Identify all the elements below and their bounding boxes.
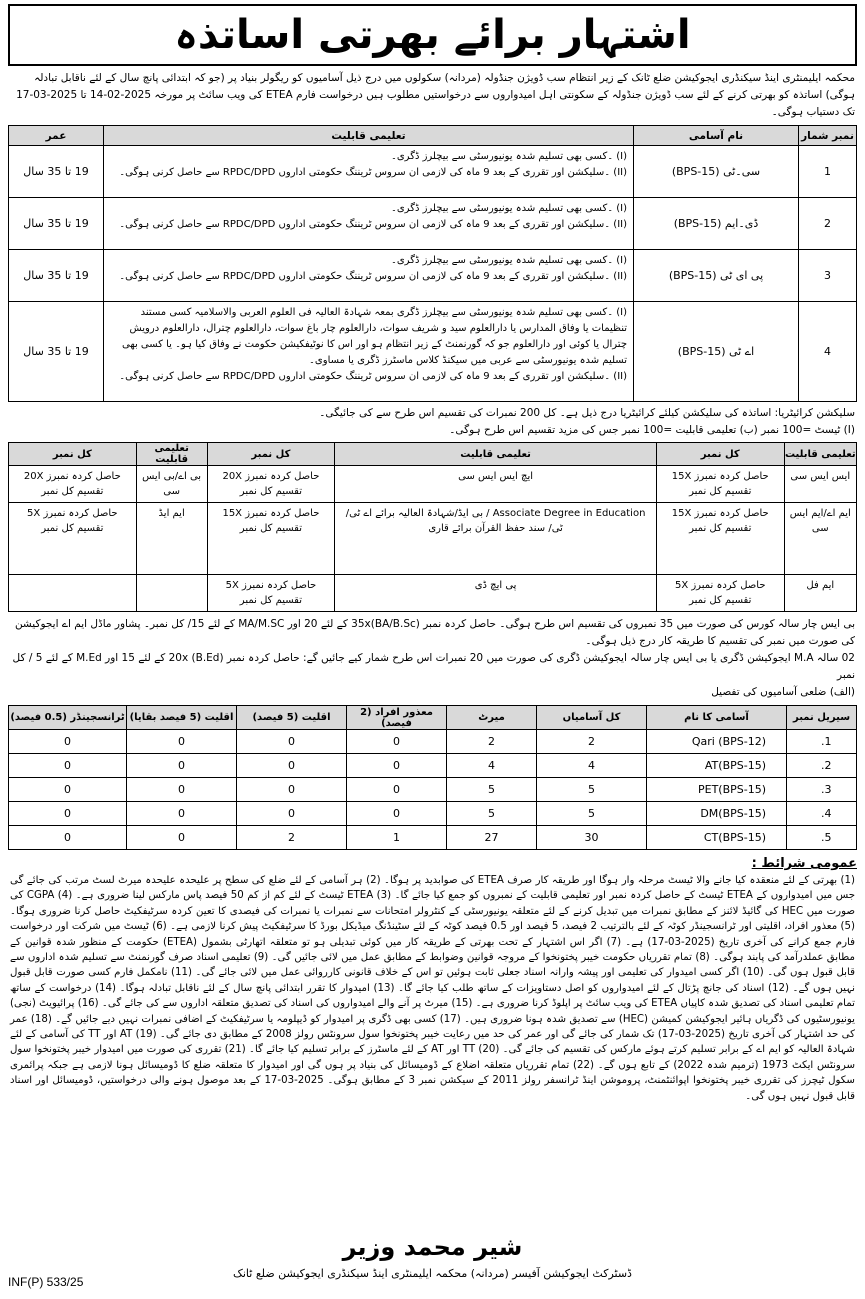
posts-cell: 0 <box>347 730 447 754</box>
header-serial: نمبر شمار <box>799 126 857 146</box>
general-conditions-text: (1) بھرتی کے لئے منعقدہ کیا جانے والا ٹیسٹ مرحلہ وار ہوگا اور طریقہ کار صرف ETEA کی صوابدید پر ہوگا۔ (2) ہر آسامی کے لئے ضلع کی سطح پر علیحدہ علیحدہ میرٹ لسٹ مرتب کی جائے گی جس میں امیدواروں کے ETEA ٹیسٹ کے حاصل کردہ نمبر اور تعلیمی قابلیت کے نمبروں کو جمع کیا جائے گا۔ (3) ETEA ٹیسٹ کے لئے کم از کم 50 فیصد پاس مارکس لینا ضروری ہے۔ (4) CGPA کی صورت میں HEC کی گائیڈ لائنز کے مطابق نمبرات میں تبدیل کرنے کے لئے متعلقہ یونیورسٹی کے کنٹرولر امتحانات سے نمبرات یا نمبرات کی فیصدی کا تعین کردہ سرٹیفکیٹ حاصل کرنا ضروری ہوگا۔ (5) معذور افراد، اقلیتی اور ٹرانسجینڈر کوٹہ کے لئے بالترتیب 2 فیصد، 5 فیصد اور 0.5 فیصد کوٹہ کے لئے سٹینڈنگ میڈیکل بورڈ کا سرٹیفکیٹ پیش کرنا لازمی ہے۔ (6) ٹیسٹ میں شرکت اور درخواست فارم جمع کرانے کی آخری تاریخ (2025-03-17) ہے۔ (7) اگر اس اشتہار کے تحت بھرتی کے طریقہ کار میں کوئی تبدیلی ہو تو متعلقہ اتھارٹی بشمول (ETEA) حکومت کے منظور شدہ قوانین کے مطابق عملدرآمد کی پابند ہوگی۔ (8) تمام تقرریاں حکومت خیبر پختونخوا کے مروجہ قوانین وضوابط کے مطابق عمل میں لائی جائیں گی۔ (9) تعلیمی اسناد صرف گورنمنٹ سے تسلیم شدہ اداروں سے قابل قبول ہوں گی۔ (10) اگر کسی امیدوار کی تعلیمی اور پیشہ وارانہ اسناد جعلی ثابت ہوئیں تو اس کے خلاف قانونی کارروائی عمل میں لائی جائے گی۔ (11) نامکمل فارم کسی صورت قابل قبول نہیں ہوں گے۔ (12) اسناد کی جانچ پڑتال کے لئے امیدواروں کو اصل دستاویزات کے ساتھ طلب کیا جائے گا۔ (13) امیدوار کا تقرر ابتدائی پانچ سال کے لئے ناقابل تبادلہ ہوگا۔ (14) درخواست کے ساتھ تمام تعلیمی اسناد کی تصدیق شدہ کاپیاں ETEA کی ویب سائٹ پر اپلوڈ کرنا ضروری ہے۔ (15) میرٹ پر آنے والے امیدواروں کی اسناد کی تصدیق متعلقہ اداروں سے کی جائے گی۔ (16) پرائیویٹ (نجی) یونیورسٹیوں کی ڈگریاں ہائیر ایجوکیشن کمیشن (HEC) سے تصدیق شدہ ہونا ضروری ہیں۔ (17) کسی بھی ڈگری پر امیدوار کو ڈیپلومہ یا سرٹیفکیٹ کے اضافی نمبرات نہیں دیے جائیں گے۔ (18) عمر کی حد اشتہار کی آخری تاریخ (2025-03-17) تک شمار کی جائے گی اور عمر کی حد میں رعایت خیبر پختونخوا سول سرونٹس رولز 2008 کے مطابق دی جائے گی۔ (19) AT اور TT کی آسامی کے لئے شہادۃ العالیہ کو ایم اے کے برابر تسلیم کرتے ہوئے مارکس کی تقسیم کی جائے گی۔ (20) TT اور AT کے لئے ماسٹرز کے برابر تسلیم کیا جائے گا۔ (21) تقرری کی صورت میں امیدوار خیبر پختونخوا سول سرونٹس ایکٹ 1973 (ترمیم شدہ 2022) کے تابع ہوں گے۔ (22) تمام تقرریاں متعلقہ اضلاع کے ڈومیسائل کی بنیاد پر ہوں گی اور امیدوار کا متعلقہ ضلع کا ڈومیسائل ہونا لازمی ہے جبکہ پرائمری سکول ٹیچرز کی تقرری خیبر پختونخوا اپوائنٹمنٹ، پروموشن اینڈ ٹرانسفر رولز 2011 کے سیکشن نمبر 3 کے مطابق ہوگی۔ 2025-03-17 کے بعد موصول ہونے والی درخواستیں، ڈومیسائل اور اسناد قابل قبول نہیں ہوں گی۔ <box>10 875 856 1102</box>
posts-cell: 2 <box>447 730 537 754</box>
qualification-item: (I) ۔کسی بھی تسلیم شدہ یونیورسٹی سے بیچلرز ڈگری بمعہ شہادۃ العالیہ فی العلوم العربی والاسلامیہ کسی مستند تنظیمات یا وفاق المدارس یا دارالعلوم سید و شریف سوات، دارالعلوم چار باغ سوات، دارالعلوم چترال، دارالعلوم درویش چترال یا کوئی اور دارالعلوم جو کہ گورنمنٹ کے زیر انتظام ہو اور اس کا نوٹیفکیشن حکومت نے وفاق کیا ہو۔ یا کسی بھی تسلیم شدہ یونیورسٹی سے عربی میں سیکنڈ کلاس ماسٹرز ڈگری یا مساوی۔ <box>122 307 627 366</box>
posts-cell: 0 <box>9 754 127 778</box>
posts-header: اقلیت (5 فیصد) <box>237 706 347 730</box>
posts-cell: 3. <box>787 778 857 802</box>
marks-header: کل نمبر <box>9 443 137 466</box>
marks-cell: حاصل کردہ نمبرز 5X تقسیم کل نمبر <box>9 503 137 575</box>
posts-row <box>9 778 857 802</box>
posts-cell: 0 <box>347 778 447 802</box>
posts-header: سیریل نمبر <box>787 706 857 730</box>
qualification-item: (I) ۔کسی بھی تسلیم شدہ یونیورسٹی سے بیچلرز ڈگری۔ <box>390 203 627 214</box>
marks-cell: بی اے/بی ایس سی <box>136 466 207 503</box>
posts-cell: 4. <box>787 802 857 826</box>
row-qualification <box>104 250 634 302</box>
posts-cell: 0 <box>237 802 347 826</box>
marks-cell: ایم ایڈ <box>136 503 207 575</box>
posts-cell: 1 <box>347 826 447 850</box>
marks-cell: حاصل کردہ نمبرز 15X تقسیم کل نمبر <box>656 466 784 503</box>
posts-header: ٹرانسجینڈر (0.5 فیصد) <box>9 706 127 730</box>
marks-cell: پی ایچ ڈی <box>335 575 657 612</box>
header-age: عمر <box>9 126 104 146</box>
posts-cell: 1. <box>787 730 857 754</box>
note-line: (الف) ضلعی آسامیوں کی تفصیل <box>711 686 855 698</box>
marks-cell: ایس ایس سی <box>784 466 856 503</box>
selection-criteria <box>8 402 857 442</box>
criteria-line: سلیکشن کرائیٹریا: اساتذہ کی سلیکشن کیلئے کرائیٹریا درج ذیل ہے۔ کل 200 نمبرات کی تقسیم اس طرح سے کی جائیگی۔ <box>319 407 855 419</box>
posts-row <box>9 754 857 778</box>
marks-row <box>9 575 857 612</box>
posts-header-row <box>9 706 857 730</box>
posts-cell: 0 <box>347 802 447 826</box>
row-serial: 3 <box>799 250 857 302</box>
posts-cell: 0 <box>127 826 237 850</box>
row-age: 19 تا 35 سال <box>9 198 104 250</box>
header-post: نام آسامی <box>634 126 799 146</box>
marks-cell <box>136 575 207 612</box>
marks-header: تعلیمی قابلیت <box>136 443 207 466</box>
posts-cell: 5 <box>537 778 647 802</box>
marks-cell: حاصل کردہ نمبرز 15X تقسیم کل نمبر <box>207 503 335 575</box>
row-age: 19 تا 35 سال <box>9 302 104 402</box>
posts-header: آسامی کا نام <box>647 706 787 730</box>
marks-cell: حاصل کردہ نمبرز 5X تقسیم کل نمبر <box>656 575 784 612</box>
marks-cell: ایم فل <box>784 575 856 612</box>
criteria-line: (I) ٹیسٹ =100 نمبر (ب) تعلیمی قابلیت =100 نمبر جس کی مزید تقسیم اس طرح ہوگی۔ <box>449 424 855 436</box>
posts-cell: 0 <box>347 754 447 778</box>
posts-row <box>9 802 857 826</box>
posts-cell: 0 <box>9 802 127 826</box>
marks-cell: ایچ ایس ایس سی <box>335 466 657 503</box>
marks-cell: ایم اے/ایم ایس سی <box>784 503 856 575</box>
row-age: 19 تا 35 سال <box>9 250 104 302</box>
qualification-row <box>9 198 857 250</box>
row-qualification <box>104 146 634 198</box>
posts-cell: 4 <box>447 754 537 778</box>
marks-table <box>8 442 857 612</box>
marks-cell <box>9 575 137 612</box>
posts-table <box>8 705 857 850</box>
qualification-table <box>8 125 857 402</box>
posts-cell: 0 <box>237 778 347 802</box>
marks-cell: حاصل کردہ نمبرز 20X تقسیم کل نمبر <box>9 466 137 503</box>
banner-title: اشتہار برائے بھرتی اساتذہ <box>8 4 857 66</box>
row-post: ڈی۔ایم (BPS-15) <box>634 198 799 250</box>
posts-cell: DM(BPS-15) <box>647 802 787 826</box>
posts-cell: 30 <box>537 826 647 850</box>
posts-cell: 0 <box>127 802 237 826</box>
marks-row <box>9 466 857 503</box>
posts-cell: 0 <box>9 730 127 754</box>
marks-header: تعلیمی قابلیت <box>784 443 856 466</box>
posts-cell: 27 <box>447 826 537 850</box>
posts-cell: 0 <box>9 826 127 850</box>
posts-cell: 5 <box>447 802 537 826</box>
posts-cell: 0 <box>237 730 347 754</box>
posts-cell: 0 <box>237 754 347 778</box>
qualification-row <box>9 146 857 198</box>
footer <box>8 1233 857 1293</box>
row-serial: 2 <box>799 198 857 250</box>
note-line: بی ایس چار سالہ کورس کی صورت میں 35 نمبروں کی تقسیم اس طرح ہوگی۔ حاصل کردہ نمبر (BA/B.Sc)35x کے لئے 20 اور MA/M.SC کے لئے 15/ کل نمبر۔ پشاور ماڈل ایم اے ایجوکیشن کی صورت میں نمبر کی تقسیم کا طریقہ کار درج ذیل ہوگی۔ <box>14 618 855 647</box>
marks-cell: حاصل کردہ نمبرز 20X تقسیم کل نمبر <box>207 466 335 503</box>
qualification-header-row <box>9 126 857 146</box>
general-conditions-title: عمومی شرائط : <box>751 856 857 871</box>
row-post: اے ٹی (BPS-15) <box>634 302 799 402</box>
intro-paragraph: محکمہ ایلیمنٹری اینڈ سیکنڈری ایجوکیشن ضلع ٹانک کے زیر انتظام سب ڈویژن جنڈولہ (مردانہ) سکولوں میں درج ذیل آسامیوں کو ریگولر بنیاد پر (جو کہ ابتدائی پانچ سال کے لئے ناقابل تبادلہ ہوگی) اساتذہ کو بھرتی کرنے کے لئے سب ڈویژن جنڈولہ کے سکونتی اہل امیدواروں سے درخواستیں مطلوب ہیں درخواست فارم ETEA کی ویب سائٹ پر مورخہ 2025-02-14 تا 2025-03-17 تک دستیاب ہوگی۔ <box>16 72 855 118</box>
qualification-item: (II) ۔سلیکشن اور تقرری کے بعد 9 ماہ کی لازمی ان سروس ٹریننگ حکومتی اداروں RPDC/DPD سے حاصل کرنی ہوگی۔ <box>119 219 627 230</box>
posts-cell: 2. <box>787 754 857 778</box>
posts-row <box>9 826 857 850</box>
posts-cell: CT(BPS-15) <box>647 826 787 850</box>
posts-cell: 4 <box>537 754 647 778</box>
qualification-row <box>9 250 857 302</box>
posts-cell: 5. <box>787 826 857 850</box>
officer-name: شیر محمد وزیر <box>342 1233 523 1261</box>
qualification-row <box>9 302 857 402</box>
row-qualification <box>104 302 634 402</box>
marks-header-row <box>9 443 857 466</box>
row-qualification <box>104 198 634 250</box>
posts-header: میرٹ <box>447 706 537 730</box>
row-serial: 4 <box>799 302 857 402</box>
posts-cell: 0 <box>9 778 127 802</box>
note-line: 02 سالہ M.A ایجوکیشن ڈگری یا بی ایس چار سالہ ایجوکیشن ڈگری کی صورت میں 20 نمبرات اس طرح شمار کیے جائیں گے: حاصل کردہ نمبر (B.Ed) 20x کے لئے 15 اور M.Ed کے لئے 5 / کل نمبر <box>12 652 855 681</box>
marks-notes <box>8 612 857 705</box>
qualification-item: (II) ۔سلیکشن اور تقرری کے بعد 9 ماہ کی لازمی ان سروس ٹریننگ حکومتی اداروں RPDC/DPD سے حاصل کرنی ہوگی۔ <box>119 271 627 282</box>
row-serial: 1 <box>799 146 857 198</box>
officer-designation: ڈسٹرکٹ ایجوکیشن آفیسر (مردانہ) محکمہ ایلیمنٹری اینڈ سیکنڈری ایجوکیشن ضلع ٹانک <box>233 1267 632 1280</box>
posts-cell: 2 <box>237 826 347 850</box>
qualification-item: (II) ۔سلیکشن اور تقرری کے بعد 9 ماہ کی لازمی ان سروس ٹریننگ حکومتی اداروں RPDC/DPD سے حاصل کرنی ہوگی۔ <box>119 167 627 178</box>
posts-cell: PET(BPS-15) <box>647 778 787 802</box>
posts-cell: 5 <box>447 778 537 802</box>
row-age: 19 تا 35 سال <box>9 146 104 198</box>
marks-header: تعلیمی قابلیت <box>335 443 657 466</box>
posts-header: کل آسامیاں <box>537 706 647 730</box>
qualification-item: (I) ۔کسی بھی تسلیم شدہ یونیورسٹی سے بیچلرز ڈگری۔ <box>390 255 627 266</box>
marks-header: کل نمبر <box>656 443 784 466</box>
posts-cell: Qari (BPS-12) <box>647 730 787 754</box>
posts-cell: AT(BPS-15) <box>647 754 787 778</box>
posts-cell: 0 <box>127 754 237 778</box>
row-post: سی۔ٹی (BPS-15) <box>634 146 799 198</box>
posts-cell: 0 <box>127 778 237 802</box>
header-qualification: تعلیمی قابلیت <box>104 126 634 146</box>
marks-cell: حاصل کردہ نمبرز 15X تقسیم کل نمبر <box>656 503 784 575</box>
row-post: پی ای ٹی (BPS-15) <box>634 250 799 302</box>
posts-cell: 5 <box>537 802 647 826</box>
posts-cell: 0 <box>127 730 237 754</box>
posts-row <box>9 730 857 754</box>
marks-row <box>9 503 857 575</box>
marks-header: کل نمبر <box>207 443 335 466</box>
posts-header: معذور افراد (2 فیصد) <box>347 706 447 730</box>
inf-reference: INF(P) 533/25 <box>8 1275 84 1289</box>
qualification-item: (I) ۔کسی بھی تسلیم شدہ یونیورسٹی سے بیچلرز ڈگری۔ <box>390 151 627 162</box>
posts-header: اقلیت (5 فیصد بقایا) <box>127 706 237 730</box>
qualification-item: (II) ۔سلیکشن اور تقرری کے بعد 9 ماہ کی لازمی ان سروس ٹریننگ حکومتی اداروں RPDC/DPD سے حاصل کرنی ہوگی۔ <box>119 371 627 382</box>
posts-cell: 2 <box>537 730 647 754</box>
marks-cell: حاصل کردہ نمبرز 5X تقسیم کل نمبر <box>207 575 335 612</box>
marks-cell: Associate Degree in Education / بی ایڈ/شہادۃ العالیہ برائے اے ٹی/ ٹی/ سند حفظ القرآن برائے قاری <box>335 503 657 575</box>
